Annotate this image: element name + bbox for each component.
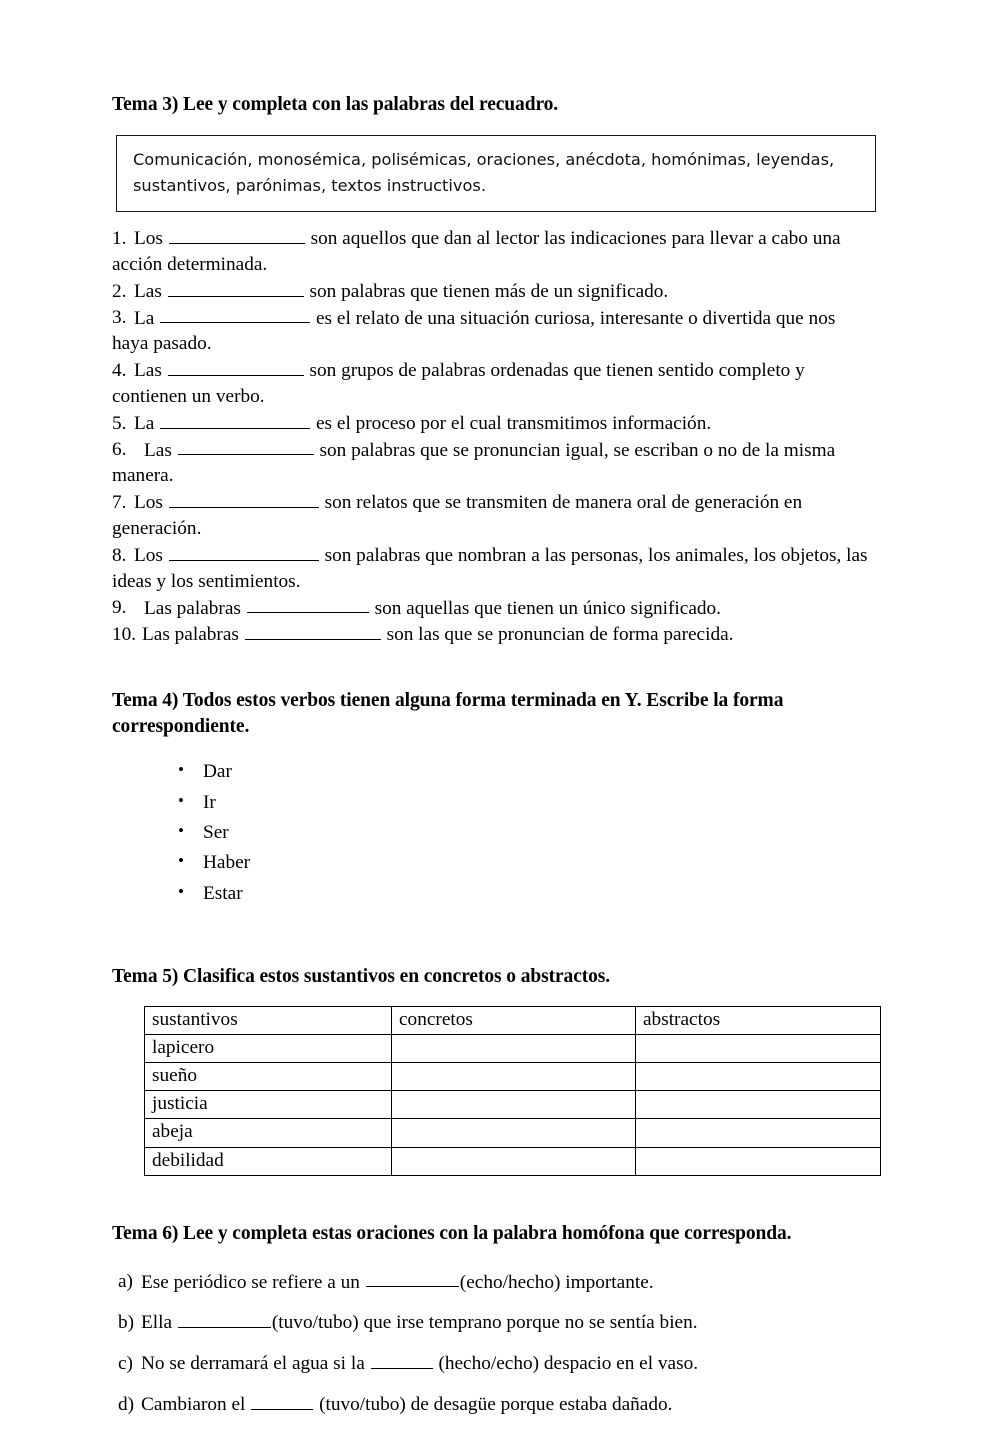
item-number: 4. [112,359,127,381]
list-item [112,278,872,305]
answer-blank[interactable] [245,621,381,640]
table-cell-noun: abeja [145,1119,392,1147]
item-text-before: La [134,307,155,329]
answer-blank[interactable] [247,595,369,614]
item-text-before: Las [134,280,162,302]
item-text-before: Ese periódico se refiere a un [141,1271,360,1293]
list-item [112,595,872,622]
answer-blank[interactable] [168,357,304,376]
answer-blank[interactable] [251,1391,313,1410]
list-item [118,1350,872,1375]
list-item [112,410,872,437]
table-cell-abstracto[interactable] [636,1063,881,1091]
item-number: 7. [112,491,127,513]
item-text-before: No se derramará el agua si la [141,1353,365,1375]
table-cell-abstracto[interactable] [636,1091,881,1119]
item-text-after: son palabras que tienen más de un significado. [309,280,669,302]
list-item [118,1391,872,1416]
item-number: 2. [112,280,127,302]
item-text-before: Las [134,359,162,381]
item-text-after: son palabras que nombran a las personas, los animales, los objetos, las ideas y los sentimientos. [112,544,868,592]
table-cell-concreto[interactable] [392,1147,636,1175]
column-header: abstractos [636,1006,881,1034]
list-item [112,305,872,358]
answer-blank[interactable] [168,278,304,297]
answer-blank[interactable] [160,410,310,429]
list-item [118,1269,872,1294]
table-cell-abstracto[interactable] [636,1034,881,1062]
item-number: 6. [112,439,127,461]
answer-blank[interactable] [169,225,305,244]
item-text-before: Cambiaron el [141,1393,246,1415]
table-row [145,1034,881,1062]
item-letter: b) [118,1312,135,1334]
item-text-after: (tuvo/tubo) de desagüe porque estaba dañado. [319,1393,673,1415]
list-item [112,437,872,490]
list-item: • Ser [178,823,872,842]
answer-blank[interactable] [178,1309,271,1328]
table-cell-noun: debilidad [145,1147,392,1175]
table-cell-noun: sueño [145,1063,392,1091]
item-text-before: Los [134,491,163,513]
item-text-before: Los [134,544,163,566]
item-letter: d) [118,1393,135,1415]
list-item [112,621,872,648]
item-text-before: Las palabras [142,624,239,645]
word-bank-box [116,135,876,212]
column-header: concretos [392,1006,636,1034]
item-letter: a) [118,1271,133,1293]
section-spacer [112,1176,872,1221]
answer-blank[interactable] [371,1350,433,1369]
item-number: 3. [112,307,127,329]
tema6-homophone-list [118,1269,872,1417]
tema3-fill-in-list [112,225,872,648]
item-text-before: La [134,412,155,434]
list-item: • Estar [178,884,872,903]
item-number: 10. [112,624,137,645]
table-cell-abstracto[interactable] [636,1119,881,1147]
column-header: sustantivos [145,1006,392,1034]
table-cell-concreto[interactable] [392,1034,636,1062]
table-cell-abstracto[interactable] [636,1147,881,1175]
list-item [112,489,872,542]
answer-blank[interactable] [366,1269,459,1288]
list-item [118,1309,872,1334]
item-text-after: son palabras que se pronuncian igual, se escriban o no de la misma manera. [112,439,836,487]
sustantivos-classification-table [144,1006,881,1176]
list-item [112,542,872,595]
table-cell-noun: justicia [145,1091,392,1119]
tema4-verb-list [178,762,872,902]
table-cell-concreto[interactable] [392,1091,636,1119]
table-cell-noun: lapicero [145,1034,392,1062]
item-text-after: son grupos de palabras ordenadas que tienen sentido completo y contienen un verbo. [112,359,805,407]
list-item [112,225,872,278]
worksheet-content [112,92,872,1432]
item-text-after: es el proceso por el cual transmitimos información. [316,412,712,434]
list-item: • Haber [178,853,872,872]
table-cell-concreto[interactable] [392,1063,636,1091]
tema6-heading: Tema 6) Lee y completa estas oraciones con la palabra homófona que corresponda. [112,1222,792,1244]
answer-blank[interactable] [169,542,319,561]
item-text-after: son aquellos que dan al lector las indicaciones para llevar a cabo una acción determinada. [112,227,841,275]
item-number: 9. [112,597,127,619]
item-text-before: Ella [141,1312,173,1334]
list-item: • Dar [178,762,872,781]
item-text-before: Las palabras [144,597,241,619]
word-bank-line-1: Comunicación, monosémica, polisémicas, oraciones, anécdota, homónimas, leyendas, [133,149,835,169]
answer-blank[interactable] [160,305,310,324]
word-bank-line-2: sustantivos, parónimas, textos instructivos. [133,175,486,195]
tema4-heading: Tema 4) Todos estos verbos tienen alguna forma terminada en Y. Escribe la forma correspondiente. [112,689,784,737]
item-text-after: (hecho/echo) despacio en el vaso. [438,1353,699,1375]
list-item: • Ir [178,793,872,812]
item-text-after: son aquellas que tienen un único significado. [374,597,722,619]
table-row [145,1091,881,1119]
item-text-before: Los [134,227,163,249]
table-cell-concreto[interactable] [392,1119,636,1147]
item-number: 1. [112,227,127,249]
item-number: 8. [112,544,127,566]
section-spacer [112,648,872,688]
item-text-before: Las [144,439,172,461]
item-number: 5. [112,412,127,434]
answer-blank[interactable] [169,489,319,508]
answer-blank[interactable] [178,437,314,456]
table-row [145,1063,881,1091]
item-letter: c) [118,1353,133,1375]
table-row [145,1119,881,1147]
section-spacer [112,914,872,964]
item-text-after: son las que se pronuncian de forma parecida. [386,624,734,645]
tema5-heading: Tema 5) Clasifica estos sustantivos en concretos o abstractos. [112,965,611,987]
item-text-after: (tuvo/tubo) que irse temprano porque no se sentía bien. [271,1312,698,1334]
table-row [145,1147,881,1175]
table-header-row [145,1006,881,1034]
item-text-after: es el relato de una situación curiosa, interesante o divertida que nos haya pasado. [112,307,836,355]
item-text-after: son relatos que se transmiten de manera oral de generación en generación. [112,491,803,539]
list-item [112,357,872,410]
tema3-heading: Tema 3) Lee y completa con las palabras del recuadro. [112,94,559,115]
item-text-after: (echo/hecho) importante. [459,1271,654,1293]
